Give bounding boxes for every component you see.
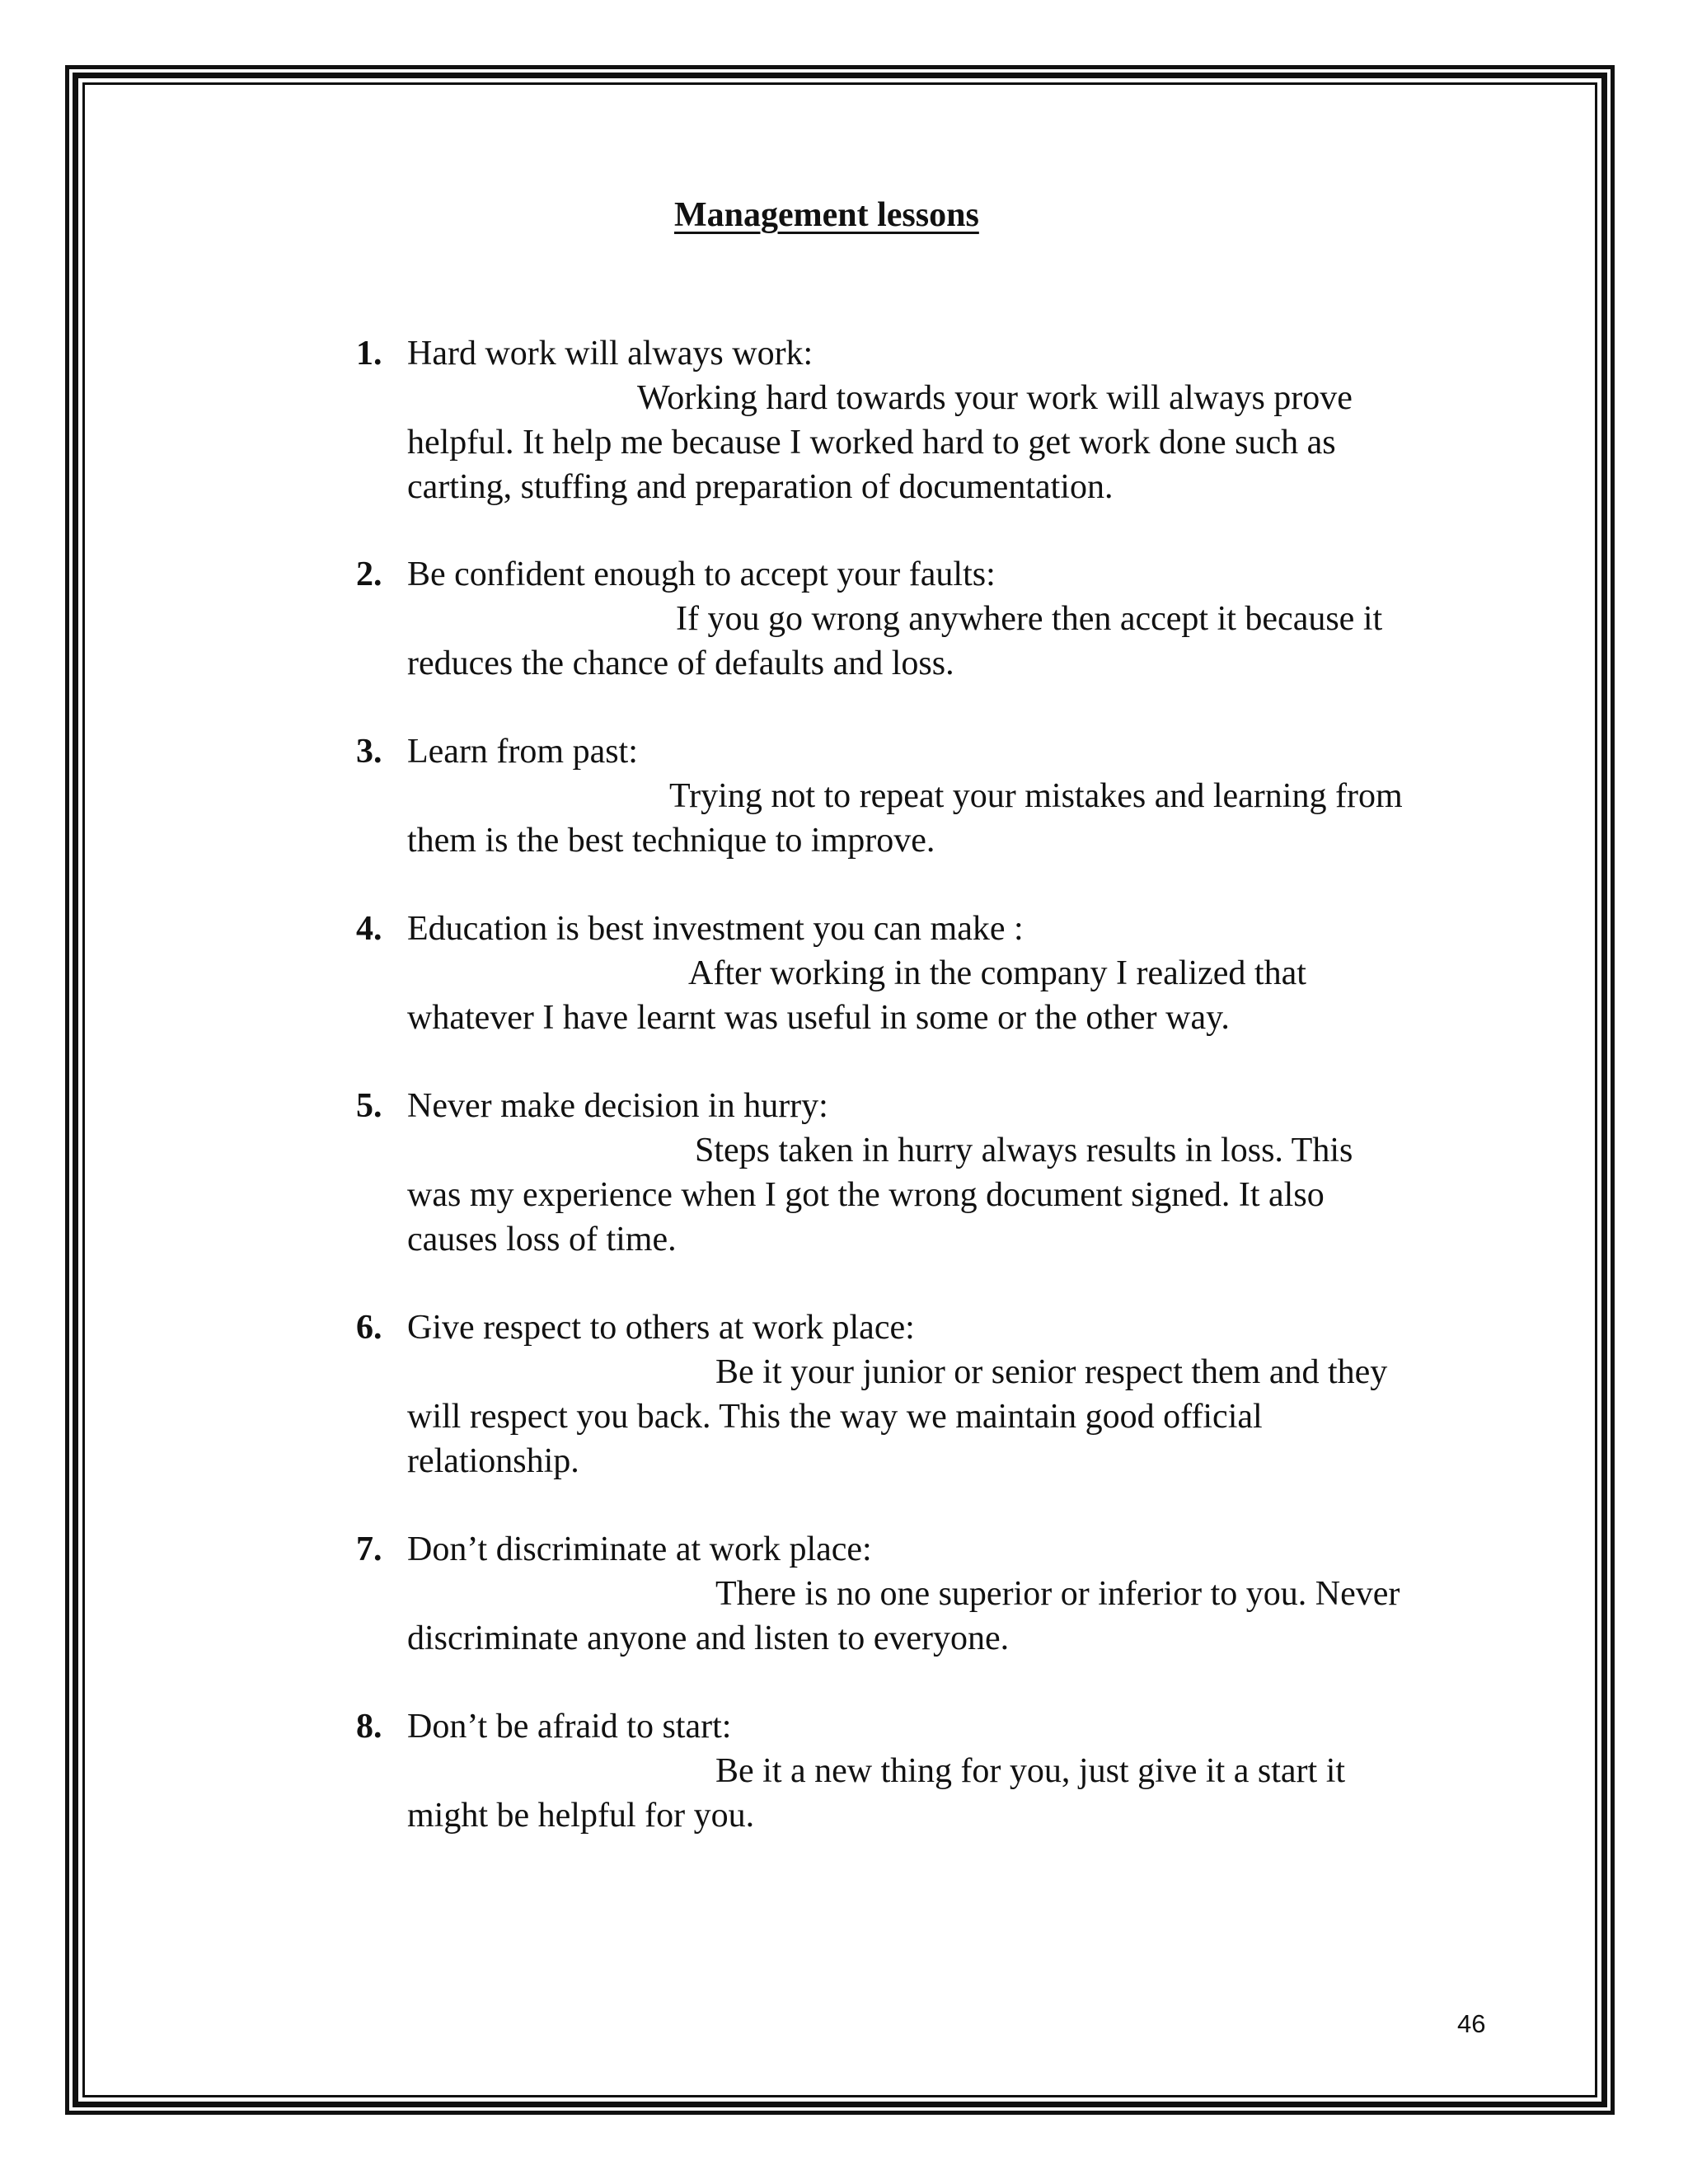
lesson-item-2 — [356, 552, 1526, 686]
lesson-number: 5. — [356, 1087, 382, 1125]
lesson-body: reduces the chance of defaults and loss. — [407, 644, 954, 682]
lesson-item-6 — [356, 1305, 1526, 1483]
lesson-number: 4. — [356, 910, 382, 948]
lesson-body: might be helpful for you. — [407, 1797, 755, 1835]
lesson-body-first-line: Be it a new thing for you, just give it a start it — [715, 1752, 1346, 1790]
lesson-heading: Learn from past: — [407, 733, 638, 771]
lesson-item-7 — [356, 1527, 1526, 1661]
lesson-heading: Don’t discriminate at work place: — [407, 1530, 872, 1568]
lesson-heading: Give respect to others at work place: — [407, 1309, 915, 1347]
lesson-number: 1. — [356, 335, 382, 373]
lesson-body-first-line: There is no one superior or inferior to you. Never — [715, 1575, 1400, 1613]
lesson-heading: Be confident enough to accept your faults: — [407, 555, 996, 593]
lesson-body: was my experience when I got the wrong document signed. It also causes loss of time. — [407, 1176, 1325, 1258]
lesson-heading: Never make decision in hurry: — [407, 1087, 828, 1125]
lesson-number: 6. — [356, 1309, 382, 1347]
lesson-heading: Education is best investment you can make : — [407, 910, 1024, 948]
lesson-body-first-line: Working hard towards your work will always prove — [637, 379, 1353, 417]
lesson-body: whatever I have learnt was useful in some or the other way. — [407, 999, 1230, 1037]
page-number: 46 — [1457, 2009, 1486, 2038]
lesson-number: 7. — [356, 1530, 382, 1568]
page-title: Management lessons — [674, 196, 979, 234]
lesson-body: discriminate anyone and listen to everyone. — [407, 1619, 1010, 1657]
lesson-item-4 — [356, 907, 1526, 1040]
lesson-body-first-line: After working in the company I realized that — [688, 954, 1306, 992]
lesson-item-1 — [356, 331, 1526, 509]
lesson-number: 2. — [356, 555, 382, 593]
lesson-body: helpful. It help me because I worked hard to get work done such as carting, stuffing and preparation of documentation. — [407, 424, 1336, 506]
lesson-heading: Hard work will always work: — [407, 335, 814, 373]
lesson-number: 3. — [356, 733, 382, 771]
lesson-item-8 — [356, 1704, 1526, 1838]
lesson-body-first-line: Steps taken in hurry always results in loss. This — [695, 1132, 1353, 1169]
lesson-item-3 — [356, 729, 1526, 863]
lesson-number: 8. — [356, 1708, 382, 1746]
lesson-item-5 — [356, 1084, 1526, 1262]
lesson-heading: Don’t be afraid to start: — [407, 1708, 732, 1746]
lesson-body: them is the best technique to improve. — [407, 822, 935, 860]
lesson-body-first-line: Be it your junior or senior respect them and they — [715, 1353, 1388, 1391]
lesson-body: will respect you back. This the way we maintain good official relationship. — [407, 1398, 1263, 1480]
lesson-body-first-line: If you go wrong anywhere then accept it because it — [676, 600, 1383, 638]
lesson-body-first-line: Trying not to repeat your mistakes and learning from — [669, 777, 1403, 815]
